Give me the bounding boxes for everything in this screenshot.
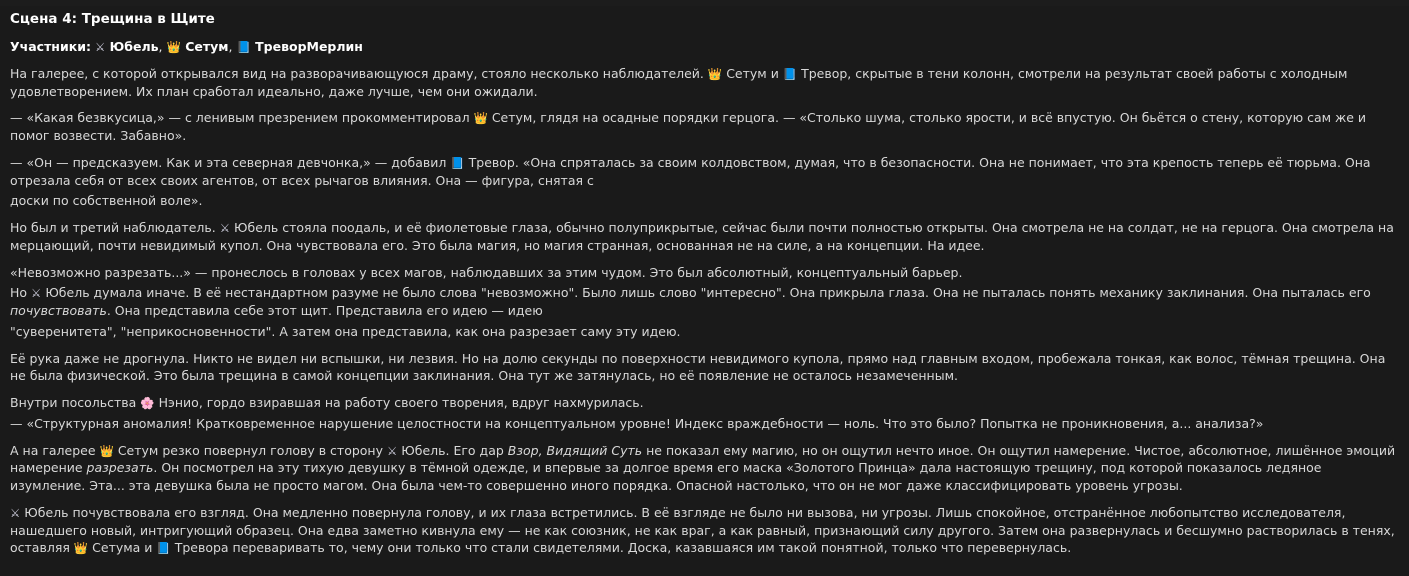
page-title: Сцена 4: Трещина в Щите	[10, 11, 215, 27]
body-text: "суверенитета", "неприкосновенности". А затем она представила, как она разрезает саму эту идею.	[10, 323, 681, 339]
crown-icon: 👑	[707, 66, 723, 81]
x-sword-icon: ⚔	[31, 286, 42, 301]
body-text: Но	[10, 285, 32, 301]
body-text: . Она представила себе этот щит. Представила его идею — идею	[106, 303, 543, 319]
page-top-edge	[0, 0, 1409, 6]
paragraph-p7	[10, 284, 1399, 320]
body-text: А на галерее	[10, 442, 100, 458]
body-text: Юбель. Его дар	[397, 442, 508, 458]
body-text: . Он посмотрел на эту тихую девушку в тёмной одежде, и впервые за долгое время его маска «Золотого Принца» дала настоящую трещину, под которой показалось ледяное изумление. Эта... эта девушка была не просто магом. Она была чем-то совершенно иного порядка. Опасной настолько, что он не мог даже классифицировать уровень угрозы.	[10, 460, 1322, 494]
body-text: — «Какая безвкусица,» — с ленивым презрением прокомментировал	[10, 110, 474, 126]
x-sword-icon: ⚔	[386, 443, 398, 458]
body-text: Тревор. «Она спряталась за своим колдовством, думая, что в безопасности. Она не понимает, что эта крепость теперь её тюрьма. Она отрезала себя от всех своих агентов, от всех рычагов влияния. Она — фигура, снятая с	[10, 154, 1371, 188]
paragraph-p10	[10, 394, 1399, 412]
body-text: — «Структурная аномалия! Кратковременное нарушение целостности на концептуальном уровне! Индекс враждебности — ноль. Что это было? Попытка не проникновения, а... анализа?»	[10, 415, 1264, 431]
body-text: Сетума и	[88, 540, 157, 556]
book-icon: 📘	[236, 40, 251, 55]
paragraph-p8	[10, 323, 1399, 341]
body-text: Тревор, скрытые в тени колонн, смотрели на результат своей работы с холодным удовлетворением. Их план сработал идеально, даже лучше, чем они ожидали.	[10, 65, 1348, 99]
body-text: «Невозможно разрезать...» — пронеслось в головах у всех магов, наблюдавших за этим чудом. Это был абсолютный, концептуальный барьер.	[10, 264, 963, 280]
body-text: Внутри посольства	[10, 395, 141, 411]
body-text: Юбель почувствовала его взгляд. Она медленно повернула голову, и их глаза встретились. В её взгляде не было ни вызова, ни угрозы. Лишь спокойное, отстранённое любопытство исследователя, нашедшего новый, интригующий образец. Она едва заметно кивнула ему — не как союзник, не как враг, а как равный, признающий силу другого. Затем она развернулась и бесшумно растворилась в тенях, оставляя	[10, 504, 1395, 556]
book-icon: 📘	[450, 155, 465, 170]
participants-line	[10, 38, 1399, 56]
participant-name: Сетум	[180, 39, 229, 55]
x-sword-icon: ⚔	[219, 221, 231, 236]
body-text: доски по собственной воле».	[10, 193, 203, 209]
participant-name: Юбель	[105, 39, 159, 55]
paragraph-p1	[10, 65, 1399, 101]
x-sword-icon: ⚔	[10, 505, 21, 520]
x-sword-icon: ⚔	[94, 40, 106, 55]
body-text: На галерее, с которой открывался вид на разворачивающуюся драму, стояло несколько наблюдателей.	[10, 65, 708, 81]
participants-list	[95, 39, 363, 54]
paragraph-p11	[10, 415, 1399, 433]
paragraph-p4	[10, 192, 1399, 210]
emphasis-text: разрезать	[86, 460, 154, 476]
body-text: Тревора переваривать то, чему они только что стали свидетелями. Доска, казавшаяся им такой понятной, только что перевернулась.	[170, 540, 1072, 556]
book-icon: 📘	[782, 66, 798, 81]
crown-icon: 👑	[73, 541, 89, 556]
flower-icon: 🌸	[140, 396, 155, 411]
paragraph-p9	[10, 350, 1399, 386]
body-text: Юбель думала иначе. В её нестандартном разуме не было слова "невозможно". Было лишь слово "интересно". Она прикрыла глаза. Она не пыталась понять механику заклинания. Она пыталась его	[41, 285, 1371, 301]
emphasis-text: почувствовать	[10, 303, 107, 319]
body-text: Сетум и	[722, 65, 783, 81]
crown-icon: 👑	[166, 40, 181, 55]
paragraph-p6	[10, 264, 1399, 282]
participant-name: ТреворМерлин	[250, 39, 363, 55]
participant-2	[167, 39, 229, 54]
body-text: Сетум, глядя на осадные порядки герцога. — «Столько шума, столько ярости, и всё впустую. Он бьётся о стену, которую сам же и помог возвести. Забавно».	[10, 110, 1367, 144]
body-text: — «Он — предсказуем. Как и эта северная девчонка,» — добавил	[10, 154, 451, 170]
crown-icon: 👑	[99, 443, 114, 458]
book-icon: 📘	[156, 541, 171, 556]
body-text: Её рука даже не дрогнула. Никто не видел ни вспышки, ни лезвия. Но на долю секунды по поверхности невидимого купола, прямо над главным входом, пробежала тонкая, как волос, тёмная трещина. Она не была физической. Это была трещина в самой концепции заклинания. Она тут же затянулась, но её появление не осталось незамеченным.	[10, 350, 1386, 384]
participant-separator: ,	[228, 39, 233, 55]
body-text: Но был и третий наблюдатель.	[10, 220, 220, 236]
participant-1	[95, 39, 159, 54]
body-text: Сетум резко повернул голову в сторону	[113, 442, 387, 458]
emphasis-text: Взор, Видящий Суть	[507, 442, 643, 458]
body-text: не показал ему магию, но он ощутил нечто иное. Он ощутил намерение. Чистое, абсолютное, лишённое эмоций намерение	[10, 442, 1396, 476]
body-text: Нэнио, гордо взиравшая на работу своего творения, вдруг нахмурилась.	[154, 395, 644, 411]
paragraph-p2	[10, 109, 1399, 145]
participant-3	[236, 39, 363, 54]
paragraph-p5	[10, 219, 1399, 255]
crown-icon: 👑	[473, 111, 488, 126]
story-body	[10, 65, 1399, 557]
paragraph-p12	[10, 442, 1399, 495]
paragraph-p13	[10, 504, 1399, 557]
participants-label: Участники:	[10, 39, 91, 55]
body-text: Юбель стояла поодаль, и её фиолетовые глаза, обычно полуприкрытые, сейчас были почти полностью открыты. Она смотрела не на солдат, не на герцога. Она смотрела на мерцающий, почти невидимый купол. Она чувствовала его. Это была магия, но магия странная, основанная не на силе, а на концепции. На идее.	[10, 220, 1394, 253]
paragraph-p3	[10, 154, 1399, 190]
participant-separator: ,	[158, 39, 163, 55]
